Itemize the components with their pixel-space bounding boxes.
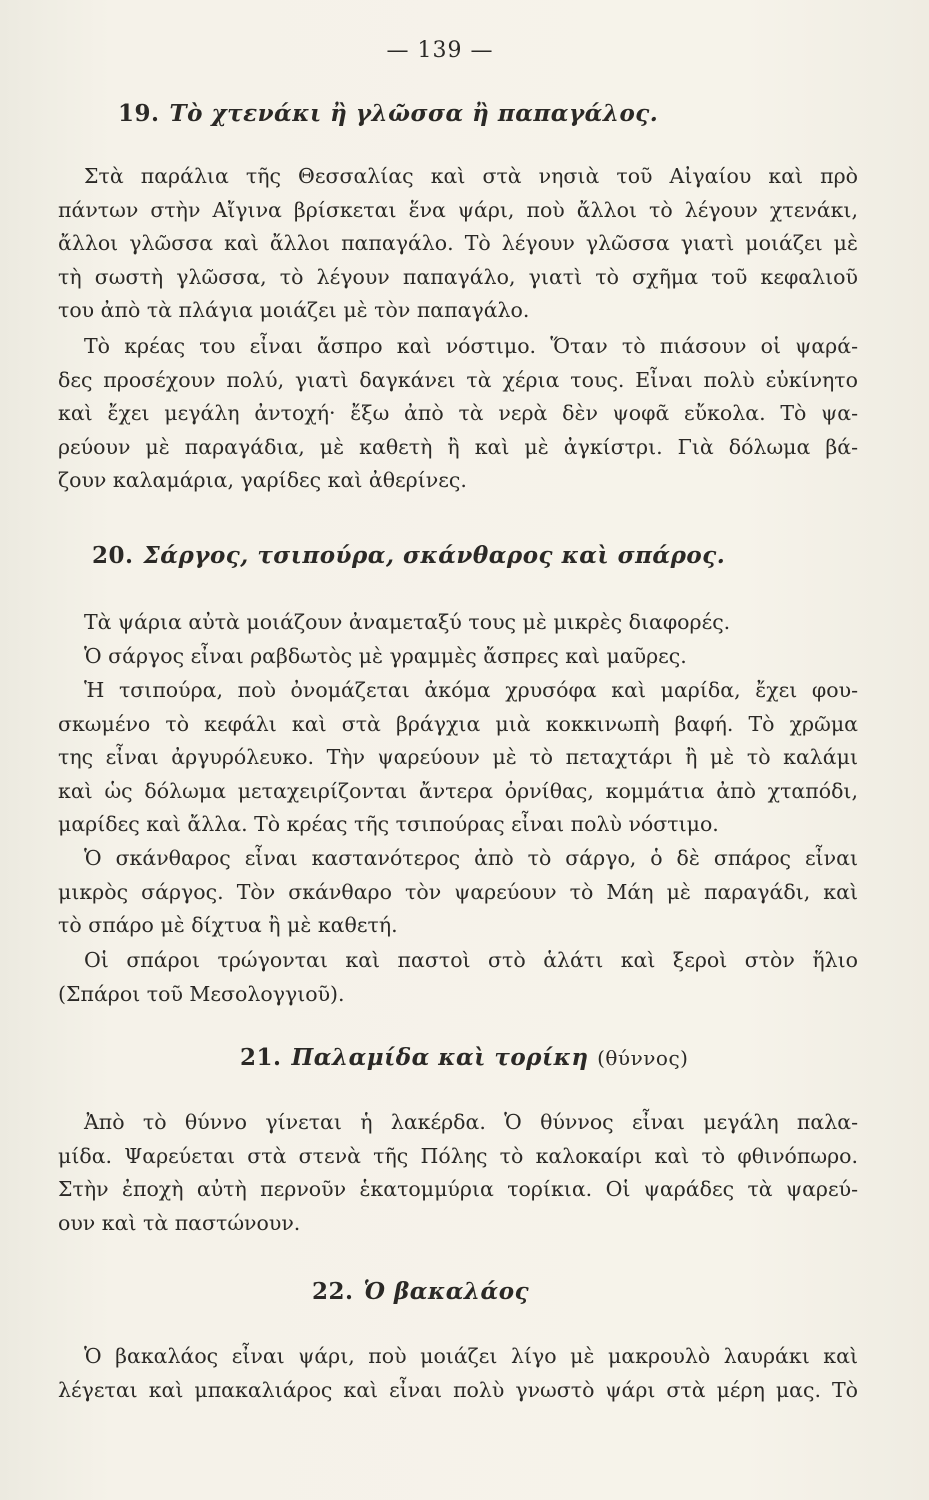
text-line: της εἶναι ἀργυρόλευκο. Τὴν ψαρεύουν μὲ τὸ πεταχτάρι ἢ μὲ τὸ καλάμι <box>58 745 858 769</box>
text-line: μαρίδες καὶ ἄλλα. Τὸ κρέας τῆς τσιπούρας εἶναι πολὺ νόστιμο. <box>58 812 719 836</box>
section-heading-20 <box>92 542 725 569</box>
section-number: 20. <box>92 542 134 569</box>
section-title: Τὸ χτενάκι ἢ γλῶσσα ἢ παπαγάλος. <box>169 100 659 127</box>
paragraph <box>58 674 858 842</box>
section-heading-21 <box>240 1044 688 1071</box>
text-line: (Σπάροι τοῦ Μεσολογγιοῦ). <box>58 981 345 1006</box>
section-title: Ὁ βακαλάος <box>363 1278 530 1305</box>
paragraph <box>58 640 858 674</box>
text-line: Ὁ σκάνθαρος εἶναι καστανότερος ἀπὸ τὸ σάργο, ὁ δὲ σπάρος εἶναι <box>84 846 858 870</box>
text-line: ουν καὶ τὰ παστώνουν. <box>58 1210 301 1235</box>
section-title-note: (θύννος) <box>597 1046 689 1070</box>
paragraph <box>58 160 858 328</box>
text-line: πάντων στὴν Αἴγινα βρίσκεται ἕνα ψάρι, ποὺ ἄλλοι τὸ λέγουν χτενάκι, <box>58 197 858 222</box>
section-number: 19. <box>118 100 160 127</box>
text-line: τὴ σωστὴ γλῶσσα, τὸ λέγουν παπαγάλο, γιατὶ τὸ σχῆμα τοῦ κεφαλιοῦ <box>58 264 858 289</box>
text-line: τὸ σπάρο μὲ δίχτυα ἢ μὲ καθετή. <box>58 913 398 937</box>
text-line: Στὰ παράλια τῆς Θεσσαλίας καὶ στὰ νησιὰ τοῦ Αἰγαίου καὶ πρὸ <box>84 164 858 188</box>
text-line: Τὸ κρέας του εἶναι ἄσπρο καὶ νόστιμο. Ὅταν τὸ πιάσουν οἱ ψαρά- <box>84 334 858 358</box>
text-line: Ἀπὸ τὸ θύννο γίνεται ἡ λακέρδα. Ὁ θύννος εἶναι μεγάλη παλα- <box>84 1110 858 1134</box>
text-line: Ὁ σάργος εἶναι ραβδωτὸς μὲ γραμμὲς ἄσπρες καὶ μαῦρες. <box>84 644 687 668</box>
section-title: Σάργος, τσιπούρα, σκάνθαρος καὶ σπάρος. <box>143 542 726 569</box>
section-number: 21. <box>240 1044 282 1071</box>
text-line: ἄλλοι γλῶσσα καὶ ἄλλοι παπαγάλο. Τὸ λέγουν γλῶσσα γιατὶ μοιάζει μὲ <box>58 231 858 255</box>
text-line: ζουν καλαμάρια, γαρίδες καὶ ἀθερίνες. <box>58 468 467 492</box>
text-line: δες προσέχουν πολύ, γιατὶ δαγκάνει τὰ χέρια τους. Εἶναι πολὺ εὐκίνητο <box>58 367 858 392</box>
page-number: — 139 — <box>386 38 494 63</box>
section-title: Παλαμίδα καὶ τορίκη <box>291 1044 589 1071</box>
text-line: καὶ ὡς δόλωμα μεταχειρίζονται ἄντερα ὀρνίθας, κομμάτια ἀπὸ χταπόδι, <box>58 778 858 803</box>
text-line: του ἀπὸ τὰ πλάγια μοιάζει μὲ τὸν παπαγάλο. <box>58 298 530 322</box>
text-line: μίδα. Ψαρεύεται στὰ στενὰ τῆς Πόλης τὸ καλοκαίρι καὶ τὸ φθινόπωρο. <box>58 1143 858 1168</box>
section-number: 22. <box>312 1278 354 1305</box>
paragraph <box>58 330 858 498</box>
text-line: Οἱ σπάροι τρώγονται καὶ παστοὶ στὸ ἁλάτι καὶ ξεροὶ στὸν ἥλιο <box>84 948 858 972</box>
paragraph <box>58 606 858 640</box>
paragraph <box>58 1106 858 1240</box>
paragraph <box>58 1340 858 1407</box>
section-heading-19 <box>118 100 658 127</box>
text-line: Τὰ ψάρια αὐτὰ μοιάζουν ἀναμεταξύ τους μὲ μικρὲς διαφορές. <box>84 610 731 634</box>
section-heading-22 <box>312 1278 529 1305</box>
text-line: σκωμένο τὸ κεφάλι καὶ στὰ βράγχια μιὰ κοκκινωπὴ βαφή. Τὸ χρῶμα <box>58 711 858 736</box>
text-line: λέγεται καὶ μπακαλιάρος καὶ εἶναι πολὺ γνωστὸ ψάρι στὰ μέρη μας. Τὸ <box>58 1377 858 1402</box>
text-line: ρεύουν μὲ παραγάδια, μὲ καθετὴ ἢ καὶ μὲ ἀγκίστρι. Γιὰ δόλωμα βά- <box>58 434 858 459</box>
paragraph <box>58 944 858 1011</box>
paragraph <box>58 842 858 943</box>
text-line: Ἡ τσιπούρα, ποὺ ὀνομάζεται ἀκόμα χρυσόφα καὶ μαρίδα, ἔχει φου- <box>84 678 858 702</box>
text-line: καὶ ἔχει μεγάλη ἀντοχή· ἔξω ἀπὸ τὰ νερὰ δὲν ψοφᾶ εὔκολα. Τὸ ψα- <box>58 401 858 425</box>
text-line: Ὁ βακαλάος εἶναι ψάρι, ποὺ μοιάζει λίγο μὲ μακρουλὸ λαυράκι καὶ <box>84 1344 858 1368</box>
text-line: μικρὸς σάργος. Τὸν σκάνθαρο τὸν ψαρεύουν τὸ Μάη μὲ παραγάδι, καὶ <box>58 879 858 904</box>
text-line: Στὴν ἐποχὴ αὐτὴ περνοῦν ἑκατομμύρια τορίκια. Οἱ ψαράδες τὰ ψαρεύ- <box>58 1177 858 1201</box>
